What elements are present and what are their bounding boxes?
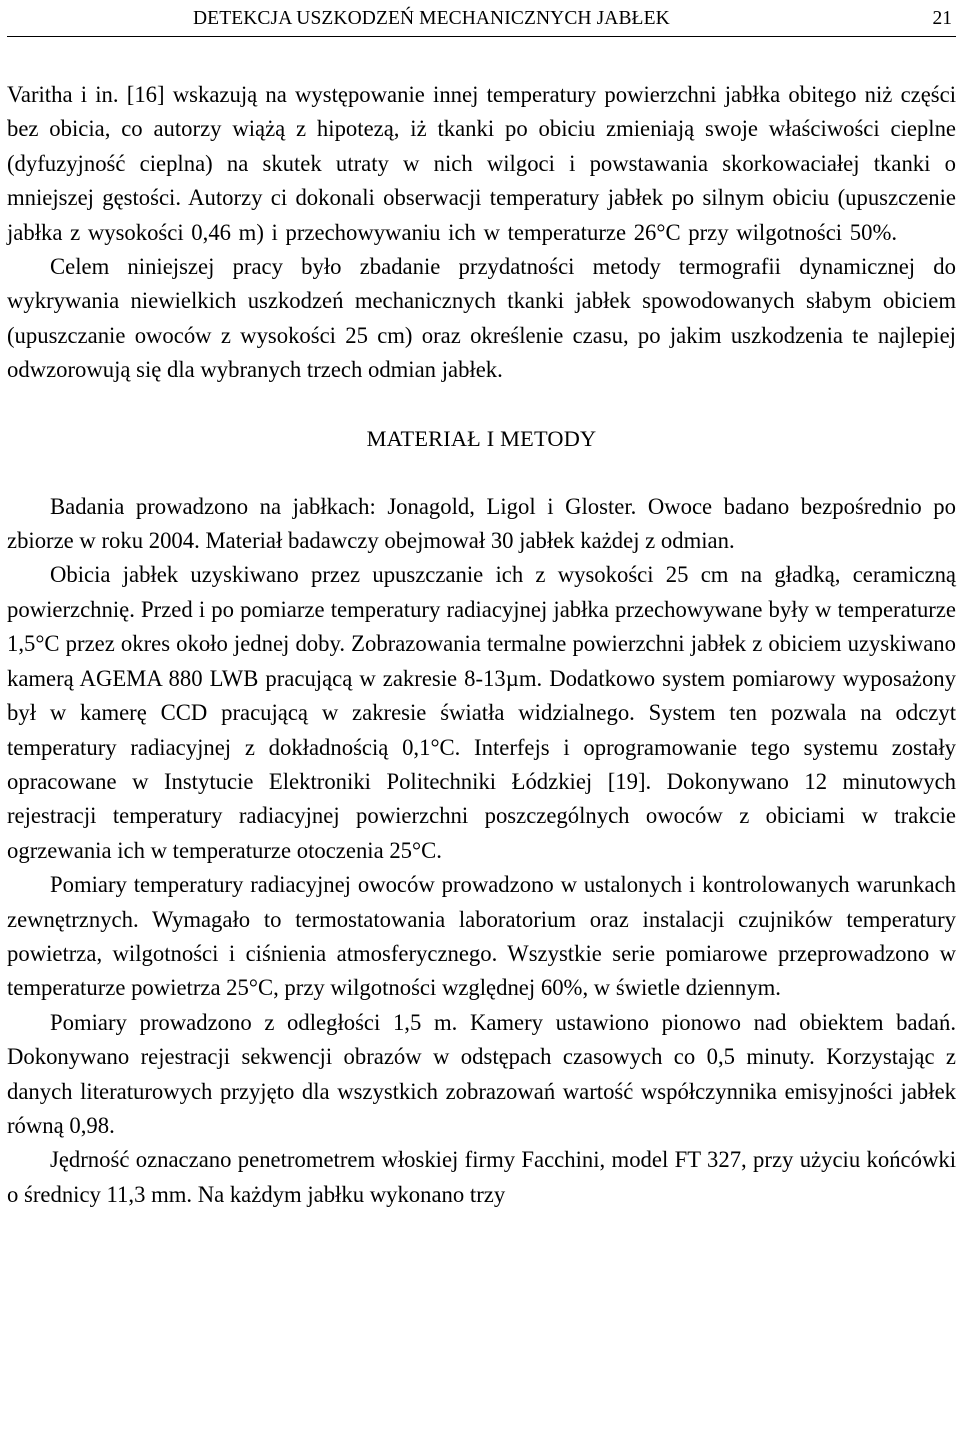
paragraph-methods-5: Jędrność oznaczano penetrometrem włoskiej firmy Facchini, model FT 327, przy użyciu końcówki o średnicy 11,3 mm. Na każdym jabłku wykonano trzy: [7, 1147, 956, 1207]
running-title: DETEKCJA USZKODZEŃ MECHANICZNYCH JABŁEK: [193, 8, 670, 29]
paragraph-methods-3: Pomiary temperatury radiacyjnej owoców prowadzono w ustalonych i kontrolowanych warunkach zewnętrznych. Wymagało to termostatowania laboratorium oraz instalacji czujników temperatury powietrza, wilgotności i ciśnienia atmosferycznego. Wszystkie serie pomiarowe przeprowadzono w temperaturze powietrza 25°C, przy wilgotności względnej 60%, w świetle dziennym.: [7, 872, 956, 1001]
paragraph-methods-2: Obicia jabłek uzyskiwano przez upuszczanie ich z wysokości 25 cm na gładką, ceramiczną powierzchnię. Przed i po pomiarze temperatury radiacyjnej jabłka przechowywane były w temperaturze 1,5°C przez okres około jednej doby. Zobrazowania termalne powierzchni jabłek z obiciem uzyskiwano kamerą AGEMA 880 LWB pracującą w zakresie 8-13µm. Dodatkowo system pomiarowy wyposażony był w kamerę CCD pracującą w zakresie światła widzialnego. System ten pozwala na odczyt temperatury radiacyjnej z dokładnością 0,1°C. Interfejs i oprogramowanie tego systemu zostały opracowane w Instytucie Elektroniki Politechniki Łódzkiej [19]. Dokonywano 12 minutowych rejestracji temperatury radiacyjnej powierzchni poszczególnych owoców z obiciami w trakcie ogrzewania ich w temperaturze otoczenia 25°C.: [7, 562, 956, 863]
paragraph-methods-4: Pomiary prowadzono z odległości 1,5 m. Kamery ustawiono pionowo nad obiektem badań. Dokonywano rejestracji sekwencji obrazów w odstępach czasowych co 0,5 minuty. Korzystając z danych literaturowych przyjęto dla wszystkich zobrazowań wartość współczynnika emisyjności jabłek równą 0,98.: [7, 1009, 956, 1138]
document-page: [7, 0, 956, 1212]
paragraph-intro-2: Celem niniejszej pracy było zbadanie przydatności metody termografii dynamicznej do wykrywania niewielkich uszkodzeń mechanicznych tkanki jabłek spowodowanych słabym obiciem (upuszczanie owoców z wysokości 25 cm) oraz określenie czasu, po jakim uszkodzenia te najlepiej odwzorowują się dla wybranych trzech odmian jabłek.: [7, 254, 956, 383]
running-header: [7, 0, 956, 37]
body-text: [7, 78, 956, 1212]
section-heading: MATERIAŁ I METODY: [366, 425, 597, 451]
paragraph-methods-1: Badania prowadzono na jabłkach: Jonagold, Ligol i Gloster. Owoce badano bezpośrednio po zbiorze w roku 2004. Materiał badawczy obejmował 30 jabłek każdej z odmian.: [7, 493, 956, 554]
page-number: 21: [932, 8, 952, 29]
paragraph-intro-1: Varitha i in. [16] wskazują na występowanie innej temperatury powierzchni jabłka obitego niż części bez obicia, co autorzy wiążą z hipotezą, iż tkanki po obiciu zmieniają swoje właściwości cieplne (dyfuzyjność cieplna) na skutek utraty w nich wilgoci i powstawania skorkowaciałej tkanki o mniejszej gęstości. Autorzy ci dokonali obserwacji temperatury jabłek po silnym obiciu (upuszczenie jabłka z wysokości 0,46 m) i przechowywaniu ich w temperaturze 26°C przy wilgotności 50%.: [7, 82, 956, 245]
